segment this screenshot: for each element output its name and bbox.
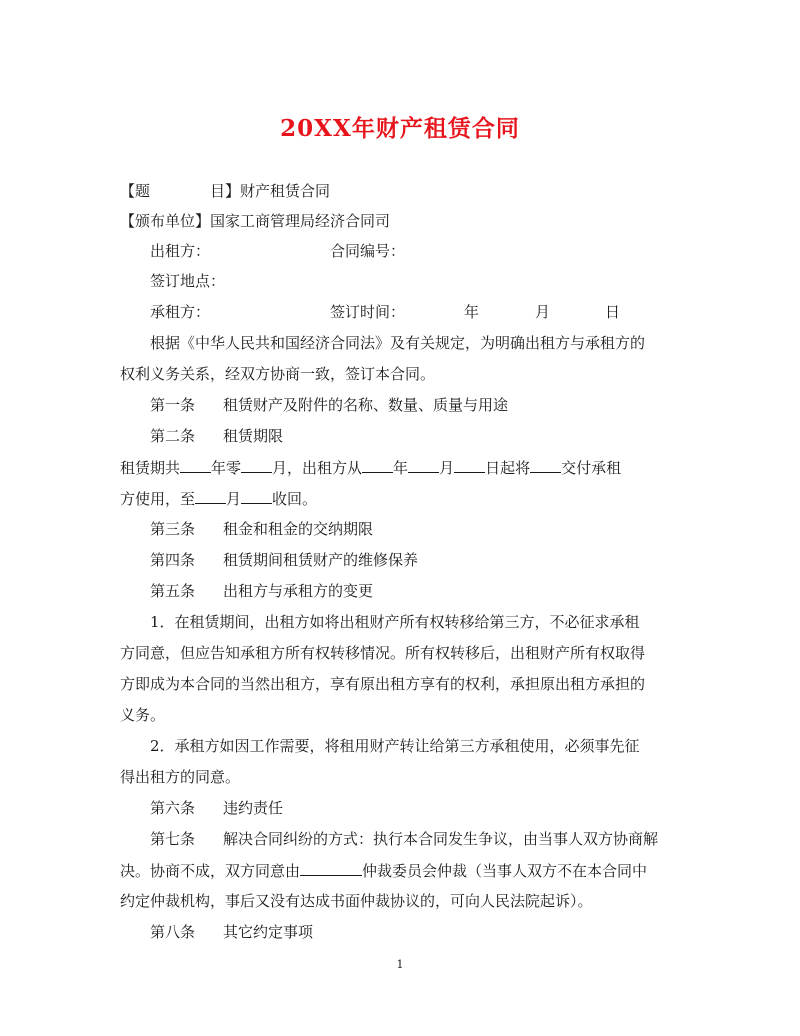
lease-term-text: 方使用，至 [120,490,196,508]
months-blank [241,457,272,473]
end-month-blank [195,488,226,504]
article-5-number: 第五条 [150,582,196,600]
lease-term-text: 月 [226,490,242,508]
article-7-number: 第七条 [150,830,196,848]
article-1-number: 第一条 [150,396,196,414]
article-4-number: 第四条 [150,551,196,569]
sign-day-label: 日 [605,303,621,321]
page-number: 1 [396,958,404,971]
contract-number-label: 合同编号： [330,242,406,260]
lease-term-text: 租赁期共 [120,459,181,477]
article-3-number: 第三条 [150,520,196,538]
document-title: 20XX年财产租赁合同 [280,115,520,142]
article-2-number: 第二条 [150,427,196,445]
issuer-value: 国家工商管理局经济合同司 [210,212,391,230]
start-month-blank [408,457,439,473]
start-year-blank [362,457,393,473]
issuer-label: 【颁布单位】 [120,212,211,230]
clause-2-line-1: 2．承租方如因工作需要，将租用财产转让给第三方承租使用，必须事先征 [150,737,640,755]
issuer-line [120,211,680,231]
years-blank [180,457,211,473]
start-day-blank [454,457,485,473]
lease-term-text: 年 [393,459,409,477]
lease-term-text: 年零 [211,459,242,477]
article-5-title: 出租方与承租方的变更 [223,582,374,600]
article-7-text: 解决合同纠纷的方式：执行本合同发生争议，由当事人双方协商解 [223,830,659,848]
lessee-label: 承租方： [150,303,211,321]
clause-1-line-2: 方同意，但应告知承租方所有权转移情况。所有权转移后，出租财产所有权取得 [120,644,646,662]
article-7-text: 决。协商不成，双方同意由 [120,862,301,880]
subject-value: 财产租赁合同 [240,182,331,200]
arbitration-committee-blank [300,860,362,876]
article-6-number: 第六条 [150,799,196,817]
preamble-line-1: 根据《中华人民共和国经济合同法》及有关规定，为明确出租方与承租方的 [150,334,646,352]
article-8-title: 其它约定事项 [223,923,314,941]
lease-term-text: 收回。 [272,490,318,508]
article-6-title: 违约责任 [223,799,284,817]
article-4-title: 租赁期间租赁财产的维修保养 [223,551,419,569]
end-day-blank [241,488,272,504]
sign-year-label: 年 [464,303,480,321]
article-1-title: 租赁财产及附件的名称、数量、质量与用途 [223,396,509,414]
lessor-label: 出租方： [150,242,211,260]
clause-1-line-3: 方即成为本合同的当然出租方，享有原出租方享有的权利，承担原出租方承担的 [120,675,646,693]
preamble-line-2: 权利义务关系，经双方协商一致，签订本合同。 [120,365,436,383]
sign-place-label: 签订地点： [150,272,226,290]
lease-term-text: 月，出租方从 [272,459,363,477]
lease-term-line-1 [120,457,680,478]
lease-term-text: 日起将 [485,459,531,477]
lease-term-text: 交付承租 [561,459,622,477]
clause-1-line-1: 1．在租赁期间，出租方如将出租财产所有权转移给第三方，不必征求承租 [150,613,640,631]
subject-label-start: 【题 [120,182,151,200]
article-3-title: 租金和租金的交纳期限 [223,520,374,538]
lease-term-line-2 [120,488,680,509]
article-7-line-2 [120,860,680,881]
article-7-text: 仲裁委员会仲裁（当事人双方不在本合同中 [362,862,648,880]
article-2-title: 租赁期限 [223,427,284,445]
clause-2-line-2: 得出租方的同意。 [120,768,241,786]
clause-1-line-4: 义务。 [120,706,166,724]
article-8-number: 第八条 [150,923,196,941]
sign-time-label: 签订时间： [330,303,406,321]
property-blank [530,457,561,473]
article-7-line-3: 约定仲裁机构，事后又没有达成书面仲裁协议的，可向人民法院起诉）。 [120,892,593,910]
lease-term-text: 月 [439,459,455,477]
subject-label-end: 目】 [210,182,241,200]
sign-month-label: 月 [535,303,551,321]
